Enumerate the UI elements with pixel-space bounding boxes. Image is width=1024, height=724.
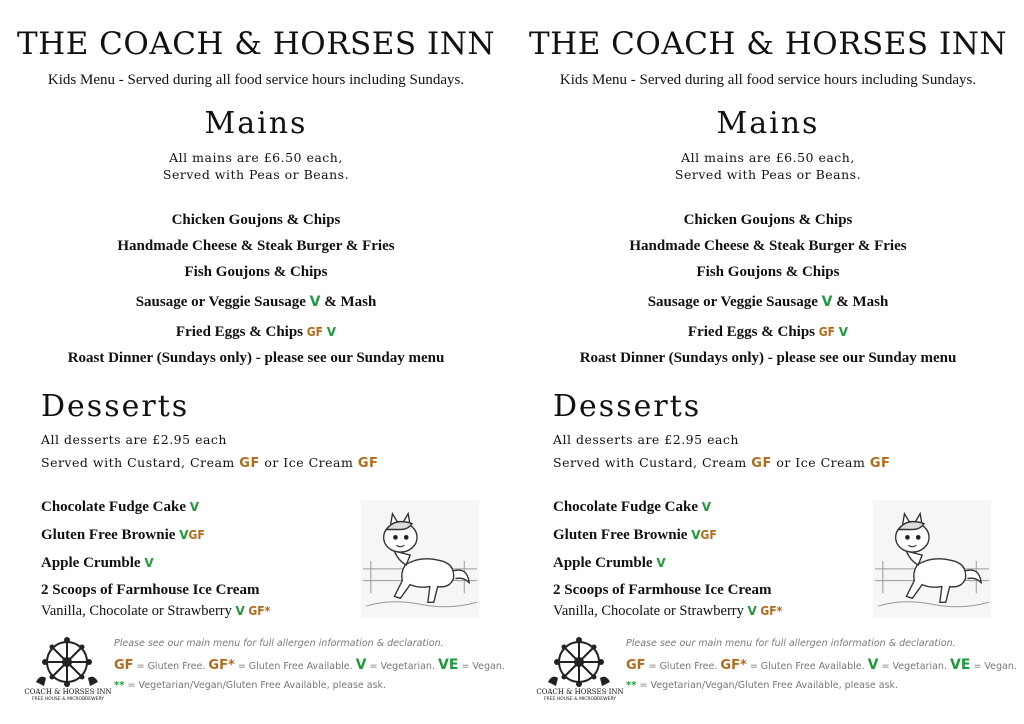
menu-subtitle: Kids Menu - Served during all food service hours including Sundays. xyxy=(559,72,977,88)
vegetarian-tag: V xyxy=(838,325,849,339)
menu-item-fried-eggs xyxy=(512,324,1024,341)
gluten-free-tag: GF xyxy=(869,456,891,471)
fudge-cake-label: Chocolate Fudge Cake xyxy=(553,499,698,515)
legend-star-text: = Vegetarian/Vegan/Gluten Free Available, please ask. xyxy=(639,680,899,691)
gluten-free-tag: GF xyxy=(357,456,379,471)
vegetarian-tag: V xyxy=(691,528,701,542)
flavours-label: Vanilla, Chocolate or Strawberry xyxy=(41,603,232,619)
vegetarian-tag: V xyxy=(326,325,337,339)
apple-crumble-label: Apple Crumble xyxy=(41,555,141,571)
vegetarian-tag: V xyxy=(235,604,245,618)
inn-name: THE COACH & HORSES INN xyxy=(16,26,495,62)
sausage-label-mash: & Mash xyxy=(836,294,889,310)
brownie-label: Gluten Free Brownie xyxy=(553,527,688,543)
legend-gf-star-text: = Gluten Free Available. xyxy=(749,661,865,672)
legend-ve-text: = Vegan. xyxy=(973,661,1017,672)
legend-v-text: = Vegetarian. xyxy=(881,661,947,672)
menu-page-right xyxy=(512,0,1024,724)
allergen-note: Please see our main menu for full allergen information & declaration. xyxy=(626,638,956,649)
dessert-item-apple-crumble xyxy=(41,555,154,572)
gluten-free-tag: GF xyxy=(306,325,324,339)
dietary-legend-available xyxy=(626,680,898,691)
legend-gf-tag: GF xyxy=(626,658,646,673)
vegetarian-tag: V xyxy=(747,604,757,618)
legend-gf-star-tag: GF* xyxy=(720,658,747,673)
vegetarian-tag: V xyxy=(821,294,833,310)
mains-heading: Mains xyxy=(716,106,820,141)
served-with-label: Served with Custard, Cream xyxy=(553,455,747,470)
dessert-item-ice-cream: 2 Scoops of Farmhouse Ice Cream xyxy=(553,582,772,598)
pony-illustration xyxy=(873,500,991,618)
mains-sides-note: Served with Peas or Beans. xyxy=(674,167,862,182)
legend-v-tag: V xyxy=(355,657,367,673)
vegetarian-tag: V xyxy=(656,556,666,570)
dietary-legend xyxy=(114,657,505,673)
legend-ve-text: = Vegan. xyxy=(461,661,505,672)
desserts-price-note: All desserts are £2.95 each xyxy=(41,432,227,447)
sausage-label-mash: & Mash xyxy=(324,294,377,310)
legend-ve-tag: VE xyxy=(437,657,459,673)
served-with-label: Served with Custard, Cream xyxy=(41,455,235,470)
desserts-heading: Desserts xyxy=(553,389,702,424)
dessert-item-ice-cream: 2 Scoops of Farmhouse Ice Cream xyxy=(41,582,260,598)
legend-v-tag: V xyxy=(867,657,879,673)
dessert-item-brownie xyxy=(553,527,717,544)
fudge-cake-label: Chocolate Fudge Cake xyxy=(41,499,186,515)
vegetarian-tag: V xyxy=(144,556,154,570)
fried-eggs-label: Fried Eggs & Chips xyxy=(175,324,304,340)
gluten-free-tag: GF xyxy=(818,325,836,339)
gluten-free-tag: GF xyxy=(239,456,260,471)
legend-gf-tag: GF xyxy=(114,658,134,673)
legend-gf-star-tag: GF* xyxy=(208,658,235,673)
logo-name: COACH & HORSES INN xyxy=(24,688,112,696)
ice-cream-label: or Ice Cream xyxy=(264,455,354,470)
dessert-item-apple-crumble xyxy=(553,555,666,572)
mains-price-note: All mains are £6.50 each, xyxy=(681,150,855,165)
logo-tagline: FREE HOUSE & MICROBREWERY xyxy=(31,697,105,702)
brownie-label: Gluten Free Brownie xyxy=(41,527,176,543)
menu-subtitle: Kids Menu - Served during all food service hours including Sundays. xyxy=(47,72,465,88)
menu-item-roast-dinner: Roast Dinner (Sundays only) - please see our Sunday menu xyxy=(67,350,445,366)
flavours-label: Vanilla, Chocolate or Strawberry xyxy=(553,603,744,619)
desserts-served-note xyxy=(553,455,890,471)
vegetarian-tag: V xyxy=(189,500,200,514)
desserts-served-note xyxy=(41,455,378,471)
menu-item-burger: Handmade Cheese & Steak Burger & Fries xyxy=(117,238,395,254)
desserts-price-note: All desserts are £2.95 each xyxy=(553,432,739,447)
ice-cream-flavours xyxy=(553,603,782,620)
legend-gf-text: = Gluten Free. xyxy=(648,661,718,672)
menu-item-sausage xyxy=(512,294,1024,311)
vegetarian-tag: V xyxy=(179,528,189,542)
gluten-free-tag: GF xyxy=(188,528,205,542)
legend-star-tag: ** xyxy=(114,680,125,691)
gluten-free-available-tag: GF* xyxy=(760,604,783,618)
dietary-legend xyxy=(626,657,1017,673)
menu-item-fish-goujons: Fish Goujons & Chips xyxy=(696,264,840,280)
menu-item-fish-goujons: Fish Goujons & Chips xyxy=(184,264,328,280)
gluten-free-tag: GF xyxy=(700,528,717,542)
inn-name: THE COACH & HORSES INN xyxy=(528,26,1007,62)
dessert-item-fudge-cake xyxy=(41,499,199,516)
legend-gf-star-text: = Gluten Free Available. xyxy=(237,661,353,672)
menu-item-chicken-goujons: Chicken Goujons & Chips xyxy=(171,212,341,228)
mains-price-note: All mains are £6.50 each, xyxy=(169,150,343,165)
legend-ve-tag: VE xyxy=(949,657,971,673)
legend-star-tag: ** xyxy=(626,680,637,691)
sausage-label: Sausage or Veggie Sausage xyxy=(135,294,306,310)
ice-cream-label: or Ice Cream xyxy=(776,455,866,470)
menu-item-sausage xyxy=(0,294,512,311)
mains-heading: Mains xyxy=(204,106,308,141)
desserts-heading: Desserts xyxy=(41,389,190,424)
logo-tagline: FREE HOUSE & MICROBREWERY xyxy=(543,697,617,702)
gluten-free-tag: GF xyxy=(751,456,772,471)
logo-name: COACH & HORSES INN xyxy=(536,688,624,696)
ice-cream-flavours xyxy=(41,603,270,620)
gluten-free-available-tag: GF* xyxy=(248,604,271,618)
dessert-item-brownie xyxy=(41,527,205,544)
legend-star-text: = Vegetarian/Vegan/Gluten Free Available, please ask. xyxy=(127,680,387,691)
fried-eggs-label: Fried Eggs & Chips xyxy=(687,324,816,340)
allergen-note: Please see our main menu for full allergen information & declaration. xyxy=(114,638,444,649)
menu-item-burger: Handmade Cheese & Steak Burger & Fries xyxy=(629,238,907,254)
dietary-legend-available xyxy=(114,680,386,691)
mains-sides-note: Served with Peas or Beans. xyxy=(162,167,350,182)
legend-gf-text: = Gluten Free. xyxy=(136,661,206,672)
apple-crumble-label: Apple Crumble xyxy=(553,555,653,571)
vegetarian-tag: V xyxy=(701,500,712,514)
pony-illustration xyxy=(361,500,479,618)
menu-item-roast-dinner: Roast Dinner (Sundays only) - please see our Sunday menu xyxy=(579,350,957,366)
dessert-item-fudge-cake xyxy=(553,499,711,516)
vegetarian-tag: V xyxy=(309,294,321,310)
menu-item-chicken-goujons: Chicken Goujons & Chips xyxy=(683,212,853,228)
menu-item-fried-eggs xyxy=(0,324,512,341)
sausage-label: Sausage or Veggie Sausage xyxy=(647,294,818,310)
legend-v-text: = Vegetarian. xyxy=(369,661,435,672)
